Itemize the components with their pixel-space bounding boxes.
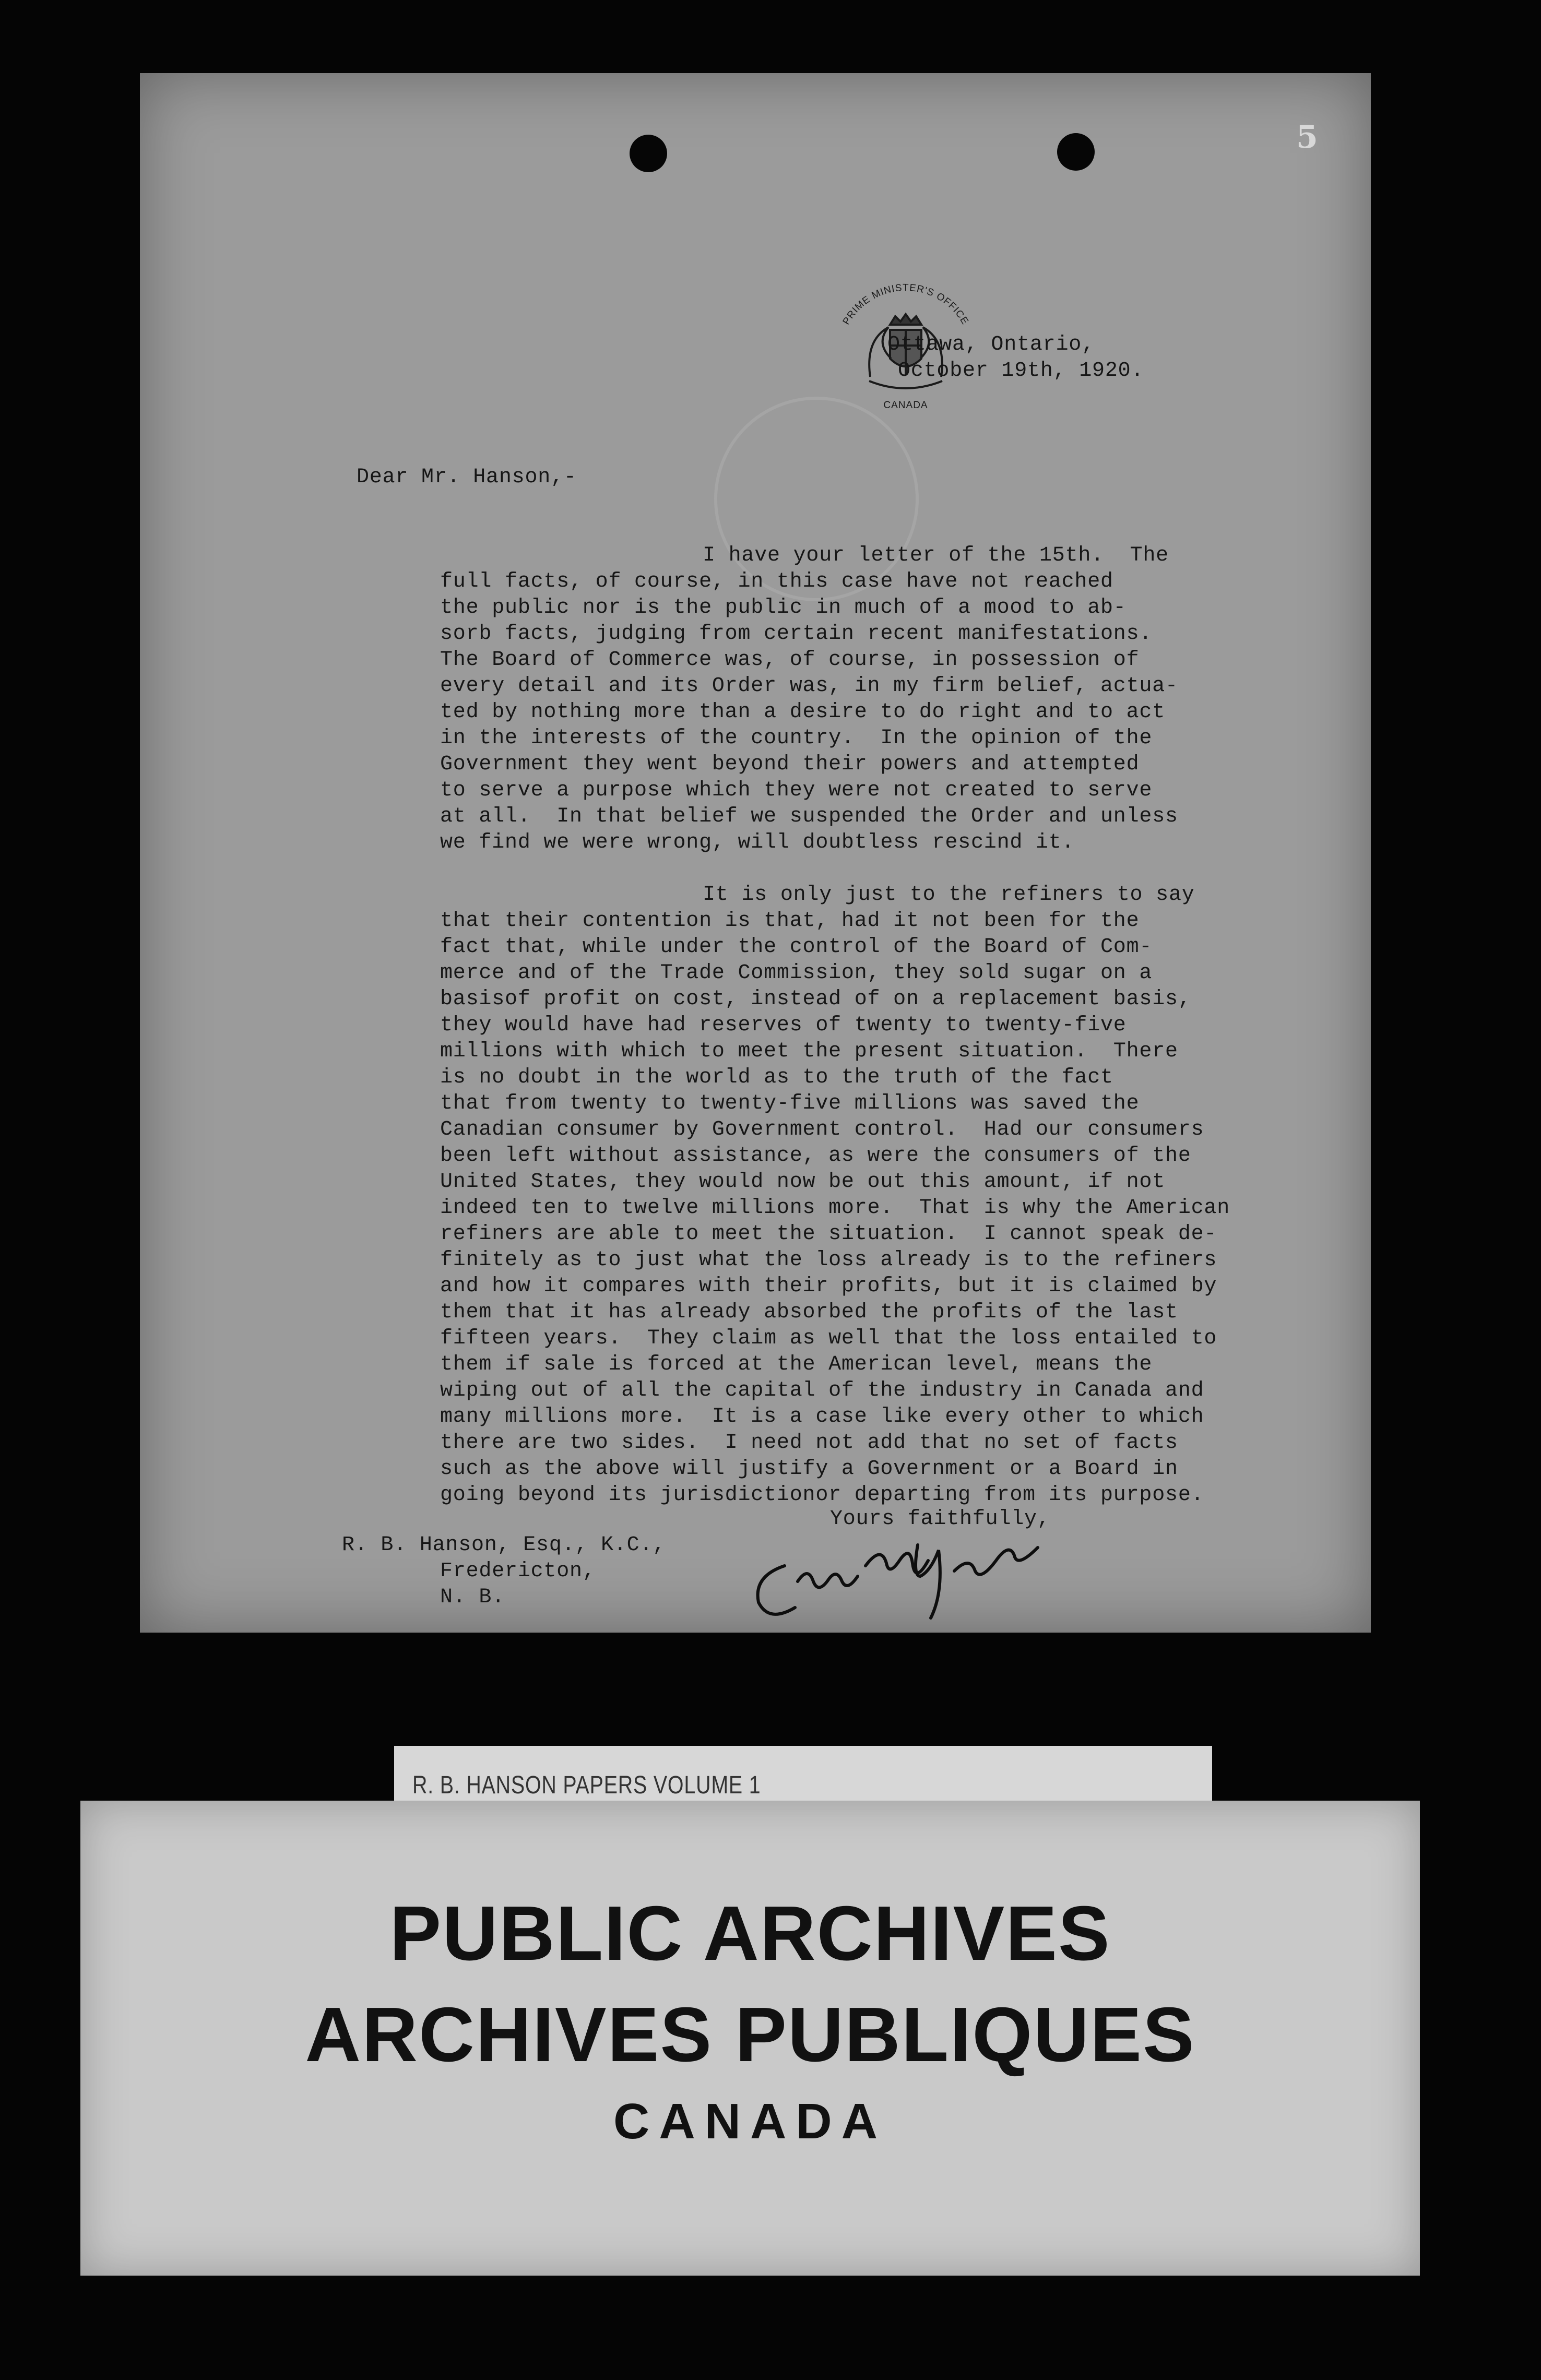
text-line: going beyond its jurisdictionor departing from its purpose. [440,1483,1204,1507]
text-line: been left without assistance, as were the consumers of the [440,1144,1191,1168]
archive-volume-text: R. B. HANSON PAPERS VOLUME 1 [412,1771,761,1799]
archive-stamp-line-3: CANADA [613,2093,887,2149]
text-line: finitely as to just what the loss already is to the refiners [440,1248,1217,1272]
dateline-date: October 19th, 1920. [898,359,1144,383]
text-line: every detail and its Order was, in my firm belief, actua- [440,674,1178,698]
text-line: they would have had reserves of twenty to twenty-five [440,1014,1127,1037]
text-line: fifteen years. They claim as well that the loss entailed to [440,1327,1217,1350]
text-line: The Board of Commerce was, of course, in possession of [440,648,1140,672]
folio-number: 5 [1296,119,1318,156]
text-line: refiners are able to meet the situation. I cannot speak de- [440,1222,1217,1246]
seal-country: CANADA [883,400,928,411]
handwritten-signature [735,1503,1074,1623]
text-line: such as the above will justify a Government or a Board in [440,1457,1178,1481]
text-line: sorb facts, judging from certain recent manifestations. [440,622,1153,646]
text-line: full facts, of course, in this case have not reached [440,570,1113,593]
punch-hole-left [630,135,667,172]
text-line: indeed ten to twelve millions more. That is why the American [440,1196,1230,1220]
text-line: It is only just to the refiners to say [703,883,1195,907]
text-line: ted by nothing more than a desire to do right and to act [440,700,1166,724]
text-line: we find we were wrong, will doubtless rescind it. [440,831,1075,854]
text-line: that from twenty to twenty-five millions was saved the [440,1092,1140,1115]
text-line: to serve a purpose which they were not created to serve [440,779,1153,802]
text-line: basisof profit on cost, instead of on a replacement basis, [440,987,1191,1011]
text-line: fact that, while under the control of the Board of Com- [440,935,1153,959]
archive-stamp-line-2: ARCHIVES PUBLIQUES [305,1992,1195,2078]
dateline-place: Ottawa, Ontario, [887,333,1095,356]
recipient-name: R. B. Hanson, Esq., K.C., [342,1533,666,1557]
text-line: many millions more. It is a case like every other to which [440,1405,1204,1429]
punch-hole-right [1057,133,1095,171]
archive-stamp-line-1: PUBLIC ARCHIVES [389,1890,1111,1977]
recipient-province: N. B. [440,1586,505,1609]
archive-stamp-card [80,1801,1420,2276]
text-line: and how it compares with their profits, but it is claimed by [440,1275,1217,1298]
salutation: Dear Mr. Hanson,- [357,466,577,489]
text-line: merce and of the Trade Commission, they sold sugar on a [440,961,1153,985]
text-line: the public nor is the public in much of a mood to ab- [440,596,1127,620]
text-line: is no doubt in the world as to the truth of the fact [440,1066,1113,1089]
recipient-city: Fredericton, [440,1560,596,1583]
closing: Yours faithfully, [830,1507,1050,1531]
text-line: that their contention is that, had it not been for the [440,909,1140,933]
text-line: at all. In that belief we suspended the Order and unless [440,805,1178,828]
text-line: them if sale is forced at the American level, means the [440,1353,1153,1376]
text-line: I have your letter of the 15th. The [703,544,1169,567]
text-line: Government they went beyond their powers and attempted [440,753,1140,776]
text-line: in the interests of the country. In the opinion of the [440,727,1153,750]
text-line: there are two sides. I need not add that no set of facts [440,1431,1178,1455]
text-line: millions with which to meet the present situation. There [440,1040,1178,1063]
text-line: wiping out of all the capital of the industry in Canada and [440,1379,1204,1402]
text-line: them that it has already absorbed the profits of the last [440,1301,1178,1324]
text-line: United States, they would now be out this amount, if not [440,1170,1166,1194]
seal-arc-text: PRIME MINISTER'S OFFICE [840,282,971,327]
text-line: Canadian consumer by Government control. Had our consumers [440,1118,1204,1141]
